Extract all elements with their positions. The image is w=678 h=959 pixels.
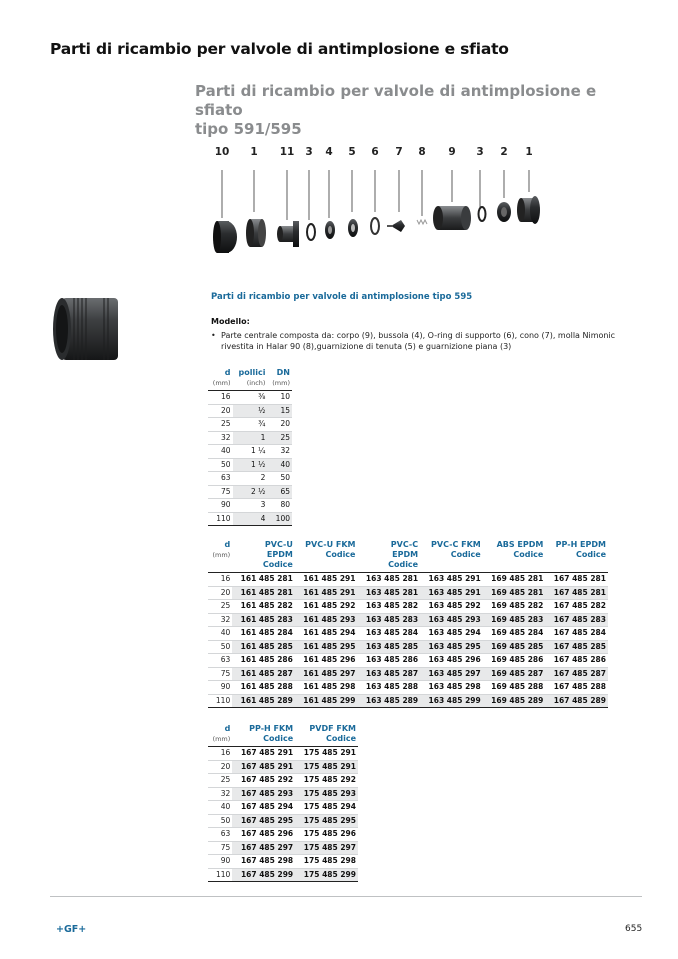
part-number-label: 5 [348, 146, 356, 158]
column-header: PVC-U FKM [305, 540, 356, 549]
column-header: d [224, 540, 231, 549]
table-cell: 25 [208, 600, 232, 614]
table-cell: 161 485 296 [295, 654, 358, 668]
table-cell: 2 [233, 472, 268, 486]
table-cell: 40 [208, 445, 233, 459]
bullet-icon: • [211, 331, 216, 340]
table-cell: 175 485 298 [295, 855, 358, 869]
table-cell: 10 [267, 391, 292, 405]
codes-table-main [208, 540, 608, 708]
table-row [208, 828, 358, 842]
column-unit: (inch) [233, 378, 268, 391]
column-header: Codice [513, 550, 544, 559]
part-number-label: 2 [500, 146, 508, 158]
exploded-view-diagram [195, 140, 555, 270]
table-cell: 20 [267, 418, 292, 432]
table-cell: ¾ [233, 418, 268, 432]
table-cell: 65 [267, 485, 292, 499]
table-cell: 100 [267, 512, 292, 526]
part-number-label: 8 [418, 146, 426, 158]
model-description [211, 330, 631, 352]
table-row [208, 787, 358, 801]
gf-logo: +GF+ [56, 924, 87, 935]
table-row [208, 573, 608, 587]
table-cell: 175 485 295 [295, 814, 358, 828]
table-cell: 1 ¼ [233, 445, 268, 459]
table-cell: 169 485 289 [483, 694, 546, 708]
column-unit: (mm) [208, 734, 232, 747]
table-cell: 90 [208, 855, 232, 869]
table-cell: 2 ½ [233, 485, 268, 499]
table-cell: 163 485 294 [420, 627, 483, 641]
table-cell: 169 485 282 [483, 600, 546, 614]
part-seal-5 [348, 219, 358, 237]
column-header: d [224, 724, 231, 733]
part-cone-7 [387, 220, 405, 232]
table-row [208, 747, 358, 761]
column-unit: (mm) [267, 378, 292, 391]
table-cell: 167 485 284 [545, 627, 608, 641]
table-cell: 25 [267, 431, 292, 445]
table-row [208, 391, 292, 405]
part-number-label: 10 [214, 146, 230, 158]
column-header: Codice [450, 550, 481, 559]
column-header [420, 560, 483, 573]
table-cell: 40 [208, 801, 232, 815]
product-image [48, 290, 128, 368]
table-cell: 167 485 286 [545, 654, 608, 668]
table-cell: 32 [208, 613, 232, 627]
subheading: Parti di ricambio per valvole di antimplosione tipo 595 [211, 292, 473, 302]
table-row [208, 855, 358, 869]
table-row [208, 499, 292, 513]
table-row [208, 627, 608, 641]
table-row [208, 814, 358, 828]
table-cell: 167 485 296 [232, 828, 295, 842]
part-oring-6 [371, 218, 379, 234]
model-description-text: Parte centrale composta da: corpo (9), bussola (4), O-ring di supporto (6), cono (7), molla Nimonic rivestita in Halar 90 (8),guarnizione di tenuta (5) e guarnizione piana (3) [221, 331, 616, 351]
part-spring-8 [417, 220, 427, 224]
column-unit: (mm) [208, 378, 233, 391]
table-cell: 16 [208, 573, 232, 587]
table-cell: 167 485 291 [232, 747, 295, 761]
table-cell: 161 485 297 [295, 667, 358, 681]
table-cell: 163 485 289 [357, 694, 420, 708]
table-cell: 4 [233, 512, 268, 526]
part-number-label: 1 [250, 146, 258, 158]
table-row [208, 512, 292, 526]
table-cell: 175 485 291 [295, 747, 358, 761]
table-cell: 167 485 283 [545, 613, 608, 627]
part-number-label: 6 [371, 146, 379, 158]
column-header: PVDF FKM [309, 724, 356, 733]
column-header: EPDM [392, 550, 419, 559]
table-row [208, 694, 608, 708]
table-cell: 90 [208, 681, 232, 695]
column-header: Codice [357, 560, 420, 573]
column-header: ABS EPDM [496, 540, 544, 549]
table-cell: 80 [267, 499, 292, 513]
column-header: PVC-C FKM [431, 540, 481, 549]
table-cell: 163 485 281 [357, 573, 420, 587]
column-header [483, 560, 546, 573]
table-cell: 175 485 291 [295, 760, 358, 774]
table-cell: 169 485 287 [483, 667, 546, 681]
table-row [208, 431, 292, 445]
column-unit: (mm) [212, 551, 231, 559]
column-header: PP-H EPDM [555, 540, 606, 549]
table-cell: 169 485 281 [483, 586, 546, 600]
table-cell: 110 [208, 694, 232, 708]
table-cell: 163 485 295 [420, 640, 483, 654]
table-cell: 110 [208, 512, 233, 526]
table-cell: 75 [208, 667, 232, 681]
table-cell: 161 485 281 [232, 573, 295, 587]
column-header: Codice [232, 734, 295, 747]
column-header: EPDM [266, 550, 293, 559]
table-row [208, 760, 358, 774]
table-cell: 63 [208, 654, 232, 668]
part-number-label: 4 [325, 146, 333, 158]
table-row [208, 404, 292, 418]
table-cell: 175 485 293 [295, 787, 358, 801]
table-cell: 167 485 285 [545, 640, 608, 654]
table-cell: 161 485 286 [232, 654, 295, 668]
table-row [208, 418, 292, 432]
column-header: Codice [295, 734, 358, 747]
part-number-label: 3 [305, 146, 313, 158]
part-number-label: 7 [395, 146, 403, 158]
table-cell: 163 485 293 [420, 613, 483, 627]
codes-table-secondary [208, 724, 358, 882]
table-cell: 40 [208, 627, 232, 641]
table-row [208, 801, 358, 815]
table-cell: 20 [208, 404, 233, 418]
page-number: 655 [625, 924, 643, 934]
section-title-line2: tipo 591/595 [195, 120, 302, 138]
page-title: Parti di ricambio per valvole di antimplosione e sfiato [50, 40, 509, 58]
table-cell: 175 485 296 [295, 828, 358, 842]
part-oring-3a [307, 224, 315, 240]
table-cell: 167 485 299 [232, 868, 295, 882]
table-cell: 167 485 291 [232, 760, 295, 774]
footer-divider [50, 896, 642, 897]
table-row [208, 667, 608, 681]
table-cell: 50 [208, 814, 232, 828]
table-cell: 175 485 292 [295, 774, 358, 788]
table-cell: 161 485 282 [232, 600, 295, 614]
table-cell: 75 [208, 841, 232, 855]
table-cell: 161 485 281 [232, 586, 295, 600]
table-cell: 161 485 298 [295, 681, 358, 695]
table-cell: 90 [208, 499, 233, 513]
table-cell: 63 [208, 828, 232, 842]
table-cell: 167 485 281 [545, 586, 608, 600]
column-header [545, 560, 608, 573]
table-cell: ½ [233, 404, 268, 418]
table-cell: 163 485 296 [420, 654, 483, 668]
table-row [208, 640, 608, 654]
column-header: pollici [238, 368, 266, 377]
table-cell: 169 485 285 [483, 640, 546, 654]
table-row [208, 600, 608, 614]
table-cell: 163 485 291 [420, 573, 483, 587]
table-cell: 175 485 299 [295, 868, 358, 882]
table-cell: 167 485 288 [545, 681, 608, 695]
column-header: PVC-C [390, 540, 419, 549]
table-cell: 163 485 297 [420, 667, 483, 681]
part-number-label: 11 [279, 146, 295, 158]
table-cell: 163 485 281 [357, 586, 420, 600]
part-body-9 [433, 206, 471, 230]
table-cell: 163 485 282 [357, 600, 420, 614]
table-cell: 163 485 288 [357, 681, 420, 695]
table-cell: 163 485 283 [357, 613, 420, 627]
part-oring-3b [479, 207, 486, 221]
table-cell: 16 [208, 391, 233, 405]
part-socket-4 [325, 221, 335, 239]
table-cell: 175 485 294 [295, 801, 358, 815]
table-cell: 163 485 292 [420, 600, 483, 614]
table-cell: 163 485 287 [357, 667, 420, 681]
table-cell: 25 [208, 418, 233, 432]
table-cell: 163 485 291 [420, 586, 483, 600]
table-cell: 161 485 287 [232, 667, 295, 681]
table-row [208, 654, 608, 668]
column-header: PVC-U [264, 540, 293, 549]
part-end-connector-1 [246, 219, 266, 247]
table-row [208, 485, 292, 499]
column-header: DN [276, 368, 290, 377]
table-cell: 169 485 286 [483, 654, 546, 668]
table-cell: 161 485 289 [232, 694, 295, 708]
table-cell: 169 485 281 [483, 573, 546, 587]
table-cell: 167 485 282 [545, 600, 608, 614]
table-cell: 163 485 284 [357, 627, 420, 641]
table-cell: 167 485 292 [232, 774, 295, 788]
table-cell: 167 485 293 [232, 787, 295, 801]
table-cell: 1 [233, 431, 268, 445]
table-cell: 167 485 289 [545, 694, 608, 708]
table-row [208, 458, 292, 472]
table-cell: 163 485 299 [420, 694, 483, 708]
table-cell: 20 [208, 586, 232, 600]
column-header: Codice [325, 550, 356, 559]
table-cell: 161 485 285 [232, 640, 295, 654]
exploded-view-drawing [195, 140, 555, 270]
table-cell: 163 485 286 [357, 654, 420, 668]
table-cell: 167 485 281 [545, 573, 608, 587]
column-header [208, 560, 232, 573]
table-cell: ⅜ [233, 391, 268, 405]
table-cell: 16 [208, 747, 232, 761]
part-end-connector-1b [517, 196, 540, 224]
column-header: PP-H FKM [249, 724, 294, 733]
table-cell: 167 485 295 [232, 814, 295, 828]
table-cell: 20 [208, 760, 232, 774]
table-cell: 161 485 288 [232, 681, 295, 695]
part-number-label: 3 [476, 146, 484, 158]
table-row [208, 774, 358, 788]
column-header: Codice [232, 560, 295, 573]
table-cell: 50 [208, 458, 233, 472]
table-cell: 167 485 287 [545, 667, 608, 681]
table-cell: 1 ½ [233, 458, 268, 472]
part-number-label: 9 [448, 146, 456, 158]
table-cell: 110 [208, 868, 232, 882]
table-row [208, 613, 608, 627]
part-union-nut-10 [213, 221, 237, 253]
table-row [208, 586, 608, 600]
table-cell: 169 485 288 [483, 681, 546, 695]
size-table [208, 368, 292, 526]
table-cell: 167 485 294 [232, 801, 295, 815]
table-row [208, 445, 292, 459]
table-cell: 32 [208, 787, 232, 801]
table-cell: 15 [267, 404, 292, 418]
table-cell: 50 [267, 472, 292, 486]
column-header: Codice [575, 550, 606, 559]
table-cell: 167 485 297 [232, 841, 295, 855]
part-number-label: 1 [525, 146, 533, 158]
column-header: d [224, 368, 231, 377]
table-row [208, 841, 358, 855]
table-cell: 161 485 295 [295, 640, 358, 654]
table-cell: 63 [208, 472, 233, 486]
table-row [208, 681, 608, 695]
model-label: Modello: [211, 317, 250, 326]
table-cell: 161 485 293 [295, 613, 358, 627]
table-cell: 161 485 292 [295, 600, 358, 614]
table-cell: 161 485 299 [295, 694, 358, 708]
table-cell: 40 [267, 458, 292, 472]
table-cell: 25 [208, 774, 232, 788]
part-bush-11 [277, 221, 299, 247]
table-cell: 161 485 283 [232, 613, 295, 627]
part-seal-2 [497, 202, 511, 222]
section-title-line1: Parti di ricambio per valvole di antimplosione e sfiato [195, 82, 597, 119]
table-cell: 167 485 298 [232, 855, 295, 869]
table-cell: 161 485 294 [295, 627, 358, 641]
table-cell: 163 485 285 [357, 640, 420, 654]
section-title [195, 82, 645, 139]
table-cell: 169 485 284 [483, 627, 546, 641]
column-header [295, 560, 358, 573]
table-cell: 163 485 298 [420, 681, 483, 695]
table-cell: 161 485 291 [295, 573, 358, 587]
table-cell: 32 [208, 431, 233, 445]
table-row [208, 868, 358, 882]
table-cell: 3 [233, 499, 268, 513]
table-cell: 161 485 284 [232, 627, 295, 641]
table-cell: 169 485 283 [483, 613, 546, 627]
table-cell: 175 485 297 [295, 841, 358, 855]
table-cell: 75 [208, 485, 233, 499]
table-cell: 32 [267, 445, 292, 459]
table-cell: 161 485 291 [295, 586, 358, 600]
table-row [208, 472, 292, 486]
table-cell: 50 [208, 640, 232, 654]
